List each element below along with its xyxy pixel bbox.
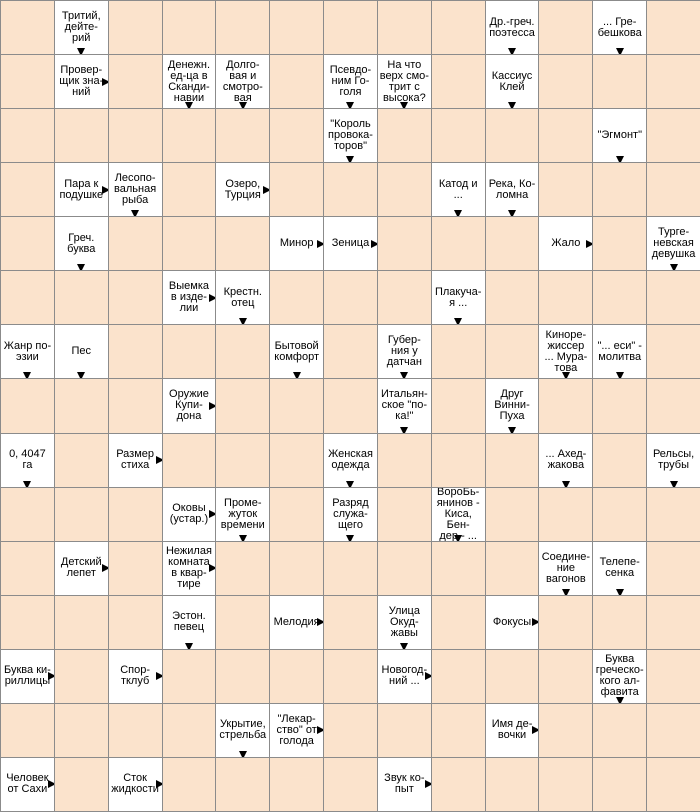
clue-cell	[108, 649, 163, 704]
answer-cell[interactable]	[538, 649, 593, 704]
answer-cell[interactable]	[323, 378, 378, 433]
answer-cell[interactable]	[377, 541, 432, 596]
answer-cell[interactable]	[0, 0, 55, 55]
clue-text: Разряд служа- щего	[332, 496, 369, 531]
answer-cell[interactable]	[646, 595, 700, 650]
clue-cell	[592, 108, 647, 163]
clue-text: Размер стиха	[116, 448, 155, 472]
clue-cell	[431, 270, 486, 325]
clue-cell	[323, 216, 378, 271]
answer-cell[interactable]	[646, 324, 700, 379]
clue-cell	[0, 649, 55, 704]
answer-cell[interactable]	[592, 433, 647, 488]
clue-text: Рельсы, трубы	[652, 448, 695, 472]
answer-cell[interactable]	[215, 649, 270, 704]
clue-cell	[485, 162, 540, 217]
answer-cell[interactable]	[269, 757, 324, 812]
clue-text: Буква ки- риллицы	[4, 664, 51, 688]
clue-text: Улица Окуд- жавы	[388, 604, 420, 639]
answer-cell[interactable]	[108, 378, 163, 433]
answer-cell[interactable]	[431, 0, 486, 55]
answer-cell[interactable]	[215, 378, 270, 433]
clue-cell	[538, 433, 593, 488]
answer-cell[interactable]	[538, 108, 593, 163]
clue-text: Бытовой комфорт	[274, 339, 319, 363]
clue-cell	[269, 216, 324, 271]
answer-cell[interactable]	[538, 703, 593, 758]
clue-text: Выемка в изде- лии	[168, 280, 209, 315]
clue-cell	[0, 433, 55, 488]
answer-cell[interactable]	[485, 433, 540, 488]
clue-text: Детский лепет	[60, 556, 102, 580]
answer-cell[interactable]	[538, 54, 593, 109]
answer-cell[interactable]	[0, 541, 55, 596]
clue-cell	[215, 54, 270, 109]
answer-cell[interactable]	[108, 324, 163, 379]
clue-text: Плакуча- я ...	[434, 285, 482, 309]
clue-cell	[0, 324, 55, 379]
answer-cell[interactable]	[0, 54, 55, 109]
answer-cell[interactable]	[431, 54, 486, 109]
clue-text: Женская одежда	[328, 448, 373, 472]
clue-cell	[269, 324, 324, 379]
answer-cell[interactable]	[377, 270, 432, 325]
answer-cell[interactable]	[269, 649, 324, 704]
answer-cell[interactable]	[431, 541, 486, 596]
clue-text: ... Ахед- жакова	[545, 448, 587, 472]
clue-cell	[269, 595, 324, 650]
answer-cell[interactable]	[377, 703, 432, 758]
answer-cell[interactable]	[0, 703, 55, 758]
answer-cell[interactable]	[485, 487, 540, 542]
answer-cell[interactable]	[377, 0, 432, 55]
answer-cell[interactable]	[54, 649, 109, 704]
answer-cell[interactable]	[108, 595, 163, 650]
clue-cell	[485, 595, 540, 650]
answer-cell[interactable]	[0, 108, 55, 163]
clue-cell	[323, 433, 378, 488]
answer-cell[interactable]	[646, 54, 700, 109]
clue-cell	[215, 162, 270, 217]
clue-text: Новогод- ний ...	[381, 664, 428, 688]
clue-text: Минор	[279, 237, 314, 250]
clue-cell	[431, 487, 486, 542]
answer-cell[interactable]	[323, 0, 378, 55]
answer-cell[interactable]	[162, 757, 217, 812]
clue-text: Тритий, дейте- рий	[61, 10, 101, 45]
answer-cell[interactable]	[485, 649, 540, 704]
answer-cell[interactable]	[54, 433, 109, 488]
answer-cell[interactable]	[162, 703, 217, 758]
clue-text: Буква греческо- кого ал- фавита	[595, 653, 644, 699]
clue-text: Телепе- сенка	[599, 556, 640, 580]
clue-text: На что верх смо- трит с высока?	[379, 58, 429, 104]
clue-cell	[377, 54, 432, 109]
answer-cell[interactable]	[592, 54, 647, 109]
clue-cell	[377, 649, 432, 704]
clue-cell	[646, 216, 700, 271]
clue-text: Провер- щик зна- ний	[59, 64, 104, 99]
clue-text: Оружие Купи- дона	[169, 388, 209, 423]
clue-text: Укрытие, стрельба	[219, 718, 267, 742]
clue-cell	[485, 703, 540, 758]
clue-text: Др.-греч. поэтесса	[489, 15, 535, 39]
answer-cell[interactable]	[215, 595, 270, 650]
answer-cell[interactable]	[592, 487, 647, 542]
answer-cell[interactable]	[646, 541, 700, 596]
answer-cell[interactable]	[538, 487, 593, 542]
answer-cell[interactable]	[485, 270, 540, 325]
answer-cell[interactable]	[269, 270, 324, 325]
answer-cell[interactable]	[431, 108, 486, 163]
answer-cell[interactable]	[54, 595, 109, 650]
clue-text: Человек от Сахи	[6, 772, 49, 796]
answer-cell[interactable]	[269, 54, 324, 109]
answer-cell[interactable]	[323, 703, 378, 758]
answer-cell[interactable]	[0, 595, 55, 650]
answer-cell[interactable]	[431, 757, 486, 812]
clue-text: Друг Винни- Пуха	[494, 388, 530, 423]
answer-cell[interactable]	[377, 487, 432, 542]
answer-cell[interactable]	[485, 541, 540, 596]
answer-cell[interactable]	[108, 54, 163, 109]
clue-text: Соедине- ние вагонов	[541, 550, 591, 585]
clue-cell	[538, 324, 593, 379]
clue-text: Псевдо- ним Го- голя	[329, 64, 372, 99]
clue-cell	[377, 324, 432, 379]
answer-cell[interactable]	[54, 108, 109, 163]
answer-cell[interactable]	[162, 649, 217, 704]
clue-text: Кассиус Клей	[491, 69, 533, 93]
clue-text: Сток жидкости	[111, 772, 159, 796]
answer-cell[interactable]	[323, 757, 378, 812]
answer-cell[interactable]	[215, 433, 270, 488]
clue-cell	[0, 757, 55, 812]
answer-cell[interactable]	[646, 270, 700, 325]
clue-cell	[377, 757, 432, 812]
clue-text: ВороБь- янинов - Киса, Бен- дер - ...	[436, 486, 480, 542]
clue-cell	[269, 703, 324, 758]
answer-cell[interactable]	[269, 162, 324, 217]
answer-cell[interactable]	[54, 270, 109, 325]
answer-cell[interactable]	[485, 324, 540, 379]
clue-cell	[485, 378, 540, 433]
clue-cell	[377, 378, 432, 433]
clue-text: Лесопо- вальная рыба	[114, 172, 157, 207]
answer-cell[interactable]	[431, 649, 486, 704]
clue-text: Пес	[71, 345, 92, 358]
clue-text: "Лекар- ство" от голода	[276, 712, 317, 747]
answer-cell[interactable]	[431, 433, 486, 488]
clue-cell	[54, 216, 109, 271]
answer-cell[interactable]	[323, 324, 378, 379]
answer-cell[interactable]	[431, 595, 486, 650]
answer-cell[interactable]	[162, 216, 217, 271]
clue-cell	[592, 541, 647, 596]
clue-text: Фокусы	[492, 615, 532, 628]
answer-cell[interactable]	[431, 324, 486, 379]
answer-cell[interactable]	[162, 162, 217, 217]
clue-cell	[485, 54, 540, 109]
answer-cell[interactable]	[592, 703, 647, 758]
clue-text: Киноре- жиссер ... Мура- това	[544, 328, 588, 374]
clue-cell	[162, 378, 217, 433]
answer-cell[interactable]	[54, 757, 109, 812]
answer-cell[interactable]	[108, 270, 163, 325]
clue-cell	[215, 270, 270, 325]
answer-cell[interactable]	[269, 433, 324, 488]
answer-cell[interactable]	[0, 378, 55, 433]
clue-cell	[538, 216, 593, 271]
clue-cell	[538, 541, 593, 596]
clue-text: Звук ко- пыт	[384, 772, 425, 796]
answer-cell[interactable]	[54, 487, 109, 542]
clue-cell	[323, 54, 378, 109]
clue-cell	[592, 649, 647, 704]
answer-cell[interactable]	[108, 703, 163, 758]
clue-text: Губер- ния у датчан	[386, 334, 422, 369]
answer-cell[interactable]	[215, 541, 270, 596]
answer-cell[interactable]	[323, 595, 378, 650]
answer-cell[interactable]	[646, 649, 700, 704]
clue-text: Мелодия	[273, 615, 320, 628]
answer-cell[interactable]	[215, 757, 270, 812]
clue-cell	[162, 487, 217, 542]
clue-text: Имя де- вочки	[491, 718, 533, 742]
answer-cell[interactable]	[646, 162, 700, 217]
clue-text: 0, 4047 га	[9, 448, 46, 472]
clue-text: Крестн. отец	[223, 285, 262, 309]
answer-cell[interactable]	[377, 216, 432, 271]
answer-cell[interactable]	[377, 108, 432, 163]
answer-cell[interactable]	[538, 0, 593, 55]
answer-cell[interactable]	[323, 162, 378, 217]
answer-cell[interactable]	[431, 703, 486, 758]
clue-cell	[54, 324, 109, 379]
answer-cell[interactable]	[431, 216, 486, 271]
clue-cell	[108, 433, 163, 488]
clue-cell	[54, 541, 109, 596]
clue-text: Долго- вая и смотро- вая	[222, 58, 263, 104]
clue-cell	[54, 0, 109, 55]
clue-cell	[377, 595, 432, 650]
clue-text: "Король провока- торов"	[328, 118, 373, 153]
answer-cell[interactable]	[323, 649, 378, 704]
clue-text: Эстон. певец	[172, 610, 206, 634]
answer-cell[interactable]	[108, 108, 163, 163]
answer-cell[interactable]	[646, 378, 700, 433]
answer-cell[interactable]	[215, 324, 270, 379]
clue-cell	[215, 703, 270, 758]
answer-cell[interactable]	[54, 378, 109, 433]
clue-text: Проме- жуток времени	[220, 496, 265, 531]
clue-cell	[54, 162, 109, 217]
answer-cell[interactable]	[269, 0, 324, 55]
answer-cell[interactable]	[269, 378, 324, 433]
answer-cell[interactable]	[162, 0, 217, 55]
answer-cell[interactable]	[431, 378, 486, 433]
clue-text: Турге- невская девушка	[651, 226, 696, 261]
clue-text: Итальян- ское "по- ка!"	[380, 388, 428, 423]
clue-cell	[162, 54, 217, 109]
answer-cell[interactable]	[0, 162, 55, 217]
answer-cell[interactable]	[377, 433, 432, 488]
answer-cell[interactable]	[646, 703, 700, 758]
answer-cell[interactable]	[323, 270, 378, 325]
clue-cell	[323, 487, 378, 542]
answer-cell[interactable]	[108, 216, 163, 271]
clue-cell	[162, 595, 217, 650]
clue-cell	[162, 270, 217, 325]
clue-text: "... еси" - молитва	[597, 339, 642, 363]
clue-text: Денежн. ед-ца в Сканди- навии	[167, 58, 211, 104]
answer-cell[interactable]	[54, 703, 109, 758]
clue-cell	[485, 0, 540, 55]
answer-cell[interactable]	[269, 487, 324, 542]
answer-cell[interactable]	[108, 0, 163, 55]
clue-text: Озеро, Турция	[224, 177, 261, 201]
answer-cell[interactable]	[646, 487, 700, 542]
answer-cell[interactable]	[215, 216, 270, 271]
answer-cell[interactable]	[485, 216, 540, 271]
answer-cell[interactable]	[162, 324, 217, 379]
answer-cell[interactable]	[538, 757, 593, 812]
clue-text: "Эгмонт"	[597, 129, 642, 142]
clue-cell	[323, 108, 378, 163]
answer-cell[interactable]	[592, 757, 647, 812]
answer-cell[interactable]	[485, 108, 540, 163]
clue-text: Река, Ко- ломна	[488, 177, 536, 201]
answer-cell[interactable]	[592, 162, 647, 217]
clue-text: Жанр по- эзии	[3, 339, 52, 363]
clue-text: Пара к подушке	[59, 177, 104, 201]
clue-cell	[162, 541, 217, 596]
answer-cell[interactable]	[646, 108, 700, 163]
answer-cell[interactable]	[538, 162, 593, 217]
clue-cell	[215, 487, 270, 542]
answer-cell[interactable]	[162, 433, 217, 488]
answer-cell[interactable]	[108, 541, 163, 596]
answer-cell[interactable]	[538, 595, 593, 650]
answer-cell[interactable]	[0, 270, 55, 325]
answer-cell[interactable]	[592, 378, 647, 433]
answer-cell[interactable]	[485, 757, 540, 812]
answer-cell[interactable]	[0, 487, 55, 542]
answer-cell[interactable]	[108, 487, 163, 542]
clue-cell	[108, 162, 163, 217]
clue-text: Жало	[551, 237, 581, 250]
clue-text: Спор- тклуб	[120, 664, 151, 688]
answer-cell[interactable]	[323, 541, 378, 596]
answer-cell[interactable]	[592, 595, 647, 650]
answer-cell[interactable]	[162, 108, 217, 163]
clue-cell	[431, 162, 486, 217]
answer-cell[interactable]	[592, 270, 647, 325]
clue-text: Катод и ...	[438, 177, 478, 201]
answer-cell[interactable]	[592, 216, 647, 271]
answer-cell[interactable]	[646, 757, 700, 812]
clue-cell	[592, 324, 647, 379]
answer-cell[interactable]	[269, 541, 324, 596]
clue-cell	[108, 757, 163, 812]
answer-cell[interactable]	[215, 108, 270, 163]
answer-cell[interactable]	[269, 108, 324, 163]
clue-cell	[592, 0, 647, 55]
clue-text: Нежилая комната в квар- тире	[165, 545, 212, 591]
answer-cell[interactable]	[538, 378, 593, 433]
clue-text: Оковы (устар.)	[169, 502, 209, 526]
clue-text: Греч. буква	[67, 231, 96, 255]
clue-text: ... Гре- бешкова	[597, 15, 642, 39]
clue-cell	[54, 54, 109, 109]
clue-text: Зеница	[331, 237, 370, 250]
answer-cell[interactable]	[215, 0, 270, 55]
answer-cell[interactable]	[646, 0, 700, 55]
answer-cell[interactable]	[538, 270, 593, 325]
answer-cell[interactable]	[0, 216, 55, 271]
clue-cell	[646, 433, 700, 488]
answer-cell[interactable]	[377, 162, 432, 217]
